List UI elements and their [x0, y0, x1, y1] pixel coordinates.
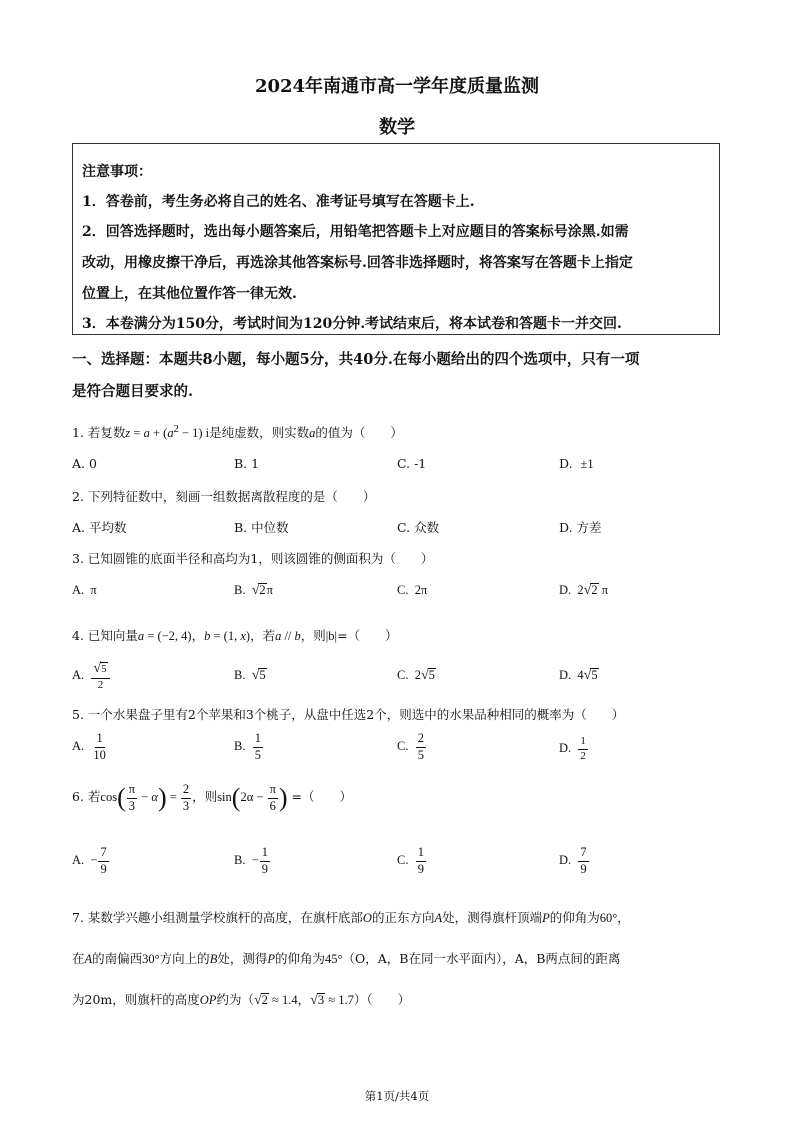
q5-option-c: C. $\frac{2}{5}$	[397, 731, 424, 762]
q5-option-d: D. $\frac{1}{2}$	[559, 735, 586, 762]
question-4-stem: 4. 已知向量a = (−2, 4)，b = (1, x)，若a // b，则|b|=（ ）	[72, 628, 398, 643]
question-3-stem: 3. 已知圆锥的底面半径和高均为1，则该圆锥的侧面积为（ ）	[72, 551, 434, 566]
q2-option-b: B. 中位数	[234, 520, 289, 535]
notice-line-1: 1．答卷前，考生务必将自己的姓名、准考证号填写在答题卡上.	[82, 194, 475, 210]
notice-line-2: 2．回答选择题时，选出每小题答案后，用铅笔把答题卡上对应题目的答案标号涂黑.如需	[82, 224, 629, 240]
notice-heading: 注意事项：	[82, 164, 152, 180]
q5-option-a: A. $\frac{1}{10}$	[72, 731, 106, 762]
q2-option-d: D. 方差	[559, 520, 602, 535]
q3-option-c: C. 2π	[397, 583, 428, 597]
q1-formula: $z = a + (a^2 - 1)$ i	[125, 423, 210, 440]
notice-line-4: 位置上，在其他位置作答一律无效.	[82, 286, 297, 302]
section-heading-line-2: 是符合题目要求的.	[72, 383, 194, 400]
q3-option-a: A. π	[72, 583, 97, 597]
q2-option-c: C. 众数	[397, 520, 440, 535]
q1-option-c: C. -1	[397, 456, 427, 471]
exam-title: 2024年南通市高一学年度质量监测	[254, 76, 540, 97]
q1-option-d: D. ±1	[559, 456, 594, 471]
question-6-stem: 6. 若cos( $\frac{\pi}{3}$ − α) = $\frac{2}{3}$ ，则sin(2α − $\frac{\pi}{6}$ ) =（ ）	[72, 782, 352, 813]
notice-box	[72, 143, 720, 335]
q4-option-c: C. 2√5	[397, 668, 435, 683]
section-heading-line-1: 一、选择题：本题共8小题，每小题5分，共40分.在每小题给出的四个选项中，只有一项	[72, 351, 640, 368]
q6-option-b: B. − $\frac{1}{9}$	[234, 845, 269, 876]
q4-option-b: B. √5	[234, 668, 266, 683]
q1-option-a: A. 0	[72, 456, 97, 471]
q3-option-b: B. √2π	[234, 583, 273, 598]
q5-option-b: B. $\frac{1}{5}$	[234, 731, 261, 762]
question-7-line-3: 为20m，则旗杆的高度OP约为（√2 ≈ 1.4，√3 ≈ 1.7）（ ）	[72, 992, 411, 1008]
question-1-stem: 1. 若复数$z = a + (a^2 - 1)$ i是纯虚数，则实数a的值为（ ）	[72, 423, 403, 440]
q1-option-b: B. 1	[234, 456, 260, 471]
question-7-line-2: 在A的南偏西30°方向上的B处，测得P的仰角为45°（O，A，B在同一水平面内），A，B两点间的距离	[72, 951, 621, 966]
q4-option-a: A. $\frac{√5}{2}$	[72, 660, 111, 692]
q6-option-c: C. $\frac{1}{9}$	[397, 845, 424, 876]
notice-line-3: 改动，用橡皮擦干净后，再选涂其他答案标号.回答非选择题时，将答案写在答题卡上指定	[82, 255, 633, 271]
subject-title: 数学	[379, 117, 415, 138]
question-2-stem: 2. 下列特征数中，刻画一组数据离散程度的是（ ）	[72, 489, 376, 504]
q4-option-d: D. 4√5	[559, 668, 598, 683]
question-5-stem: 5. 一个水果盘子里有2个苹果和3个桃子，从盘中任选2个，则选中的水果品种相同的概率为（ ）	[72, 707, 625, 722]
q6-option-d: D. $\frac{7}{9}$	[559, 845, 587, 876]
notice-line-5: 3．本卷满分为150分，考试时间为120分钟.考试结束后，将本试卷和答题卡一并交回.	[82, 316, 622, 332]
q6-option-a: A. − $\frac{7}{9}$	[72, 845, 107, 876]
question-7-line-1: 7. 某数学兴趣小组测量学校旗杆的高度，在旗杆底部O的正东方向A处，测得旗杆顶端P的仰角为60°，	[72, 910, 630, 925]
page-footer: 第1页/共4页	[364, 1089, 430, 1103]
q3-option-d: D. 2√2 π	[559, 583, 609, 598]
q2-option-a: A. 平均数	[72, 520, 127, 535]
